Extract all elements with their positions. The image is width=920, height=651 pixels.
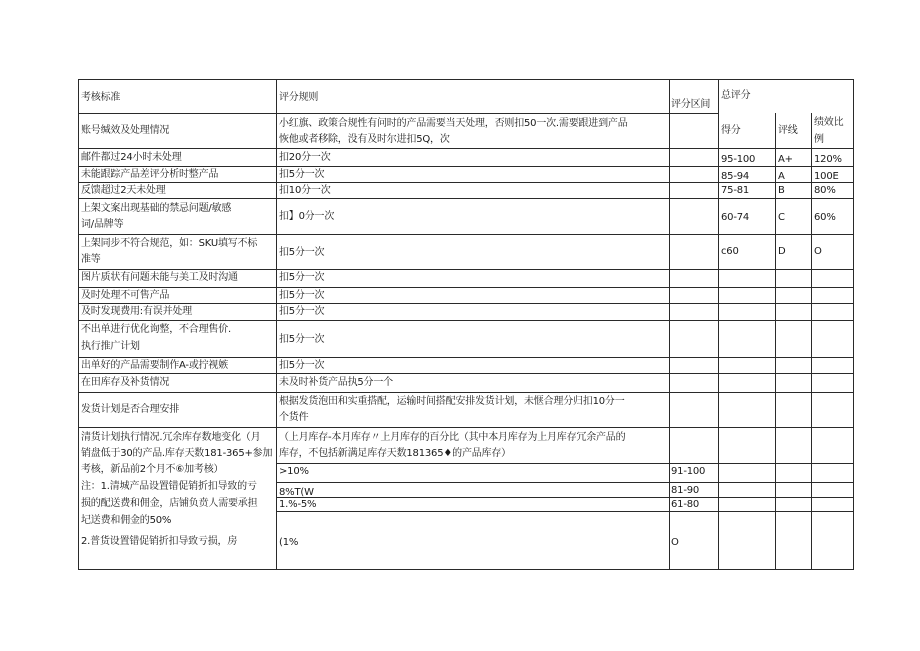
grade-score: 85-94 bbox=[721, 171, 750, 182]
grade-score: 75-81 bbox=[721, 185, 750, 196]
tier-range: 81-90 bbox=[671, 485, 700, 496]
header-rules: 评分规则 bbox=[279, 92, 319, 103]
tier-pct: 1.%-5% bbox=[279, 499, 317, 510]
header-criteria: 考核标准 bbox=[81, 92, 121, 103]
grade-ratio: 120% bbox=[814, 154, 842, 165]
row-criteria: 发货计划是否合理安排 bbox=[81, 404, 179, 415]
row-criteria: 不出单进行优化询整，不合理售价. bbox=[81, 324, 231, 335]
row-criteria: 上架文案出现基础的禁忌问题/敏感 bbox=[81, 203, 232, 214]
row-rule: 未及时补货产品执5分一个 bbox=[279, 377, 393, 388]
clearance-rule-2: 库存，不包括新满足库存天数181365♦的产品库存） bbox=[279, 448, 511, 459]
header-ratio-2: 例 bbox=[814, 134, 824, 145]
clearance-label-3: 考核，新品前2个月不⑥加考核） bbox=[81, 464, 224, 475]
header-grade: 评线 bbox=[778, 125, 798, 136]
tier-pct: 8%T(W bbox=[279, 487, 314, 498]
header-ratio: 绩效比 bbox=[814, 117, 844, 128]
clearance-note-3: 圮送费和佣金的50% bbox=[81, 515, 172, 526]
clearance-note: 注：1.清城产品设置错促销折扣导致的亏 bbox=[81, 481, 257, 492]
row-rule: 扣20分一次 bbox=[279, 152, 331, 163]
row-rule-2: 恢他或者移除，没有及时尔进扣5Q，次 bbox=[279, 134, 450, 145]
row-criteria: 出单好的产品需要制作A-或拧视嫉 bbox=[81, 360, 229, 371]
grade-letter: A bbox=[778, 171, 785, 182]
row-rule: 扣10分一次 bbox=[279, 185, 331, 196]
clearance-label: 清货计划执行情况.冗余库存数地变化（月 bbox=[81, 432, 261, 443]
row-rule: 扣5分一次 bbox=[279, 334, 325, 345]
tier-range: O bbox=[671, 537, 679, 548]
row-rule: 扣5分一次 bbox=[279, 290, 325, 301]
tier-range: 61-80 bbox=[671, 499, 700, 510]
row-criteria: 反馈超过2天未处理 bbox=[81, 185, 166, 196]
header-score: 得分 bbox=[721, 125, 741, 136]
clearance-note-2: 损的配送费和佣金，店铺负贲人需要承担 bbox=[81, 498, 258, 509]
grade-letter: A+ bbox=[778, 154, 793, 165]
row-criteria: 上架同步不符合规范，如：SKU填写不标 bbox=[81, 238, 258, 249]
grade-letter: C bbox=[778, 212, 785, 223]
clearance-label-2: 销盘低于30的产品.库存天数181-365+参加 bbox=[81, 448, 273, 459]
clearance-rule: （上月库存-本月库存〃上月库存的百分比（其中本月库存为上月库存冗余产品的 bbox=[279, 432, 626, 443]
row-rule-2: 个货件 bbox=[279, 412, 309, 423]
row-criteria: 及时发现费用:有误并处理 bbox=[81, 306, 192, 317]
row-criteria: 账号缄效及处理情况 bbox=[81, 125, 170, 136]
row-rule: 根据发货泡田和实重搭配，运输时间搭配安排发货计划，未惬合理分归扣10分一 bbox=[279, 396, 625, 407]
row-criteria-2: 准等 bbox=[81, 254, 101, 265]
assessment-table bbox=[78, 79, 854, 569]
row-criteria: 图片质状有问题未能与美工及时沟通 bbox=[81, 272, 238, 283]
row-criteria: 邮件都过24小时未处理 bbox=[81, 152, 182, 163]
row-criteria-2: 词/品牌等 bbox=[81, 219, 124, 230]
clearance-note-4: 2.普货设置错促销折扣导致亏损，房 bbox=[81, 536, 238, 547]
header-range: 评分区间 bbox=[671, 99, 711, 110]
grade-score: 95-100 bbox=[721, 154, 756, 165]
grade-score: c60 bbox=[721, 246, 739, 257]
row-rule: 扣5分一次 bbox=[279, 360, 325, 371]
grade-letter: D bbox=[778, 246, 786, 257]
row-criteria-2: 执行推广计划 bbox=[81, 341, 140, 352]
row-rule: 小红旗、政策合规性有问时的产品需要当天处理，否则扣50一次.需要跟进到产品 bbox=[279, 118, 628, 129]
row-criteria: 未能跟踪产品差评分析时整产品 bbox=[81, 169, 219, 180]
tier-pct: (1% bbox=[279, 537, 299, 548]
grade-letter: B bbox=[778, 185, 785, 196]
row-rule: 扣5分一次 bbox=[279, 306, 325, 317]
grade-ratio: 80% bbox=[814, 185, 836, 196]
grade-ratio: 100E bbox=[814, 171, 839, 182]
grade-ratio: O bbox=[814, 246, 822, 257]
row-rule: 扣5分一次 bbox=[279, 272, 325, 283]
row-criteria: 及时处理不可售产品 bbox=[81, 290, 170, 301]
row-criteria: 在田库存及补货情况 bbox=[81, 377, 170, 388]
tier-range: 91-100 bbox=[671, 466, 706, 477]
grade-score: 60-74 bbox=[721, 212, 750, 223]
header-total: 总评分 bbox=[721, 90, 751, 101]
row-rule: 扣】0分一次 bbox=[279, 211, 335, 222]
row-rule: 扣5分一次 bbox=[279, 169, 325, 180]
grade-ratio: 60% bbox=[814, 212, 836, 223]
tier-pct: >10% bbox=[279, 466, 309, 477]
row-rule: 扣5分一次 bbox=[279, 247, 325, 258]
